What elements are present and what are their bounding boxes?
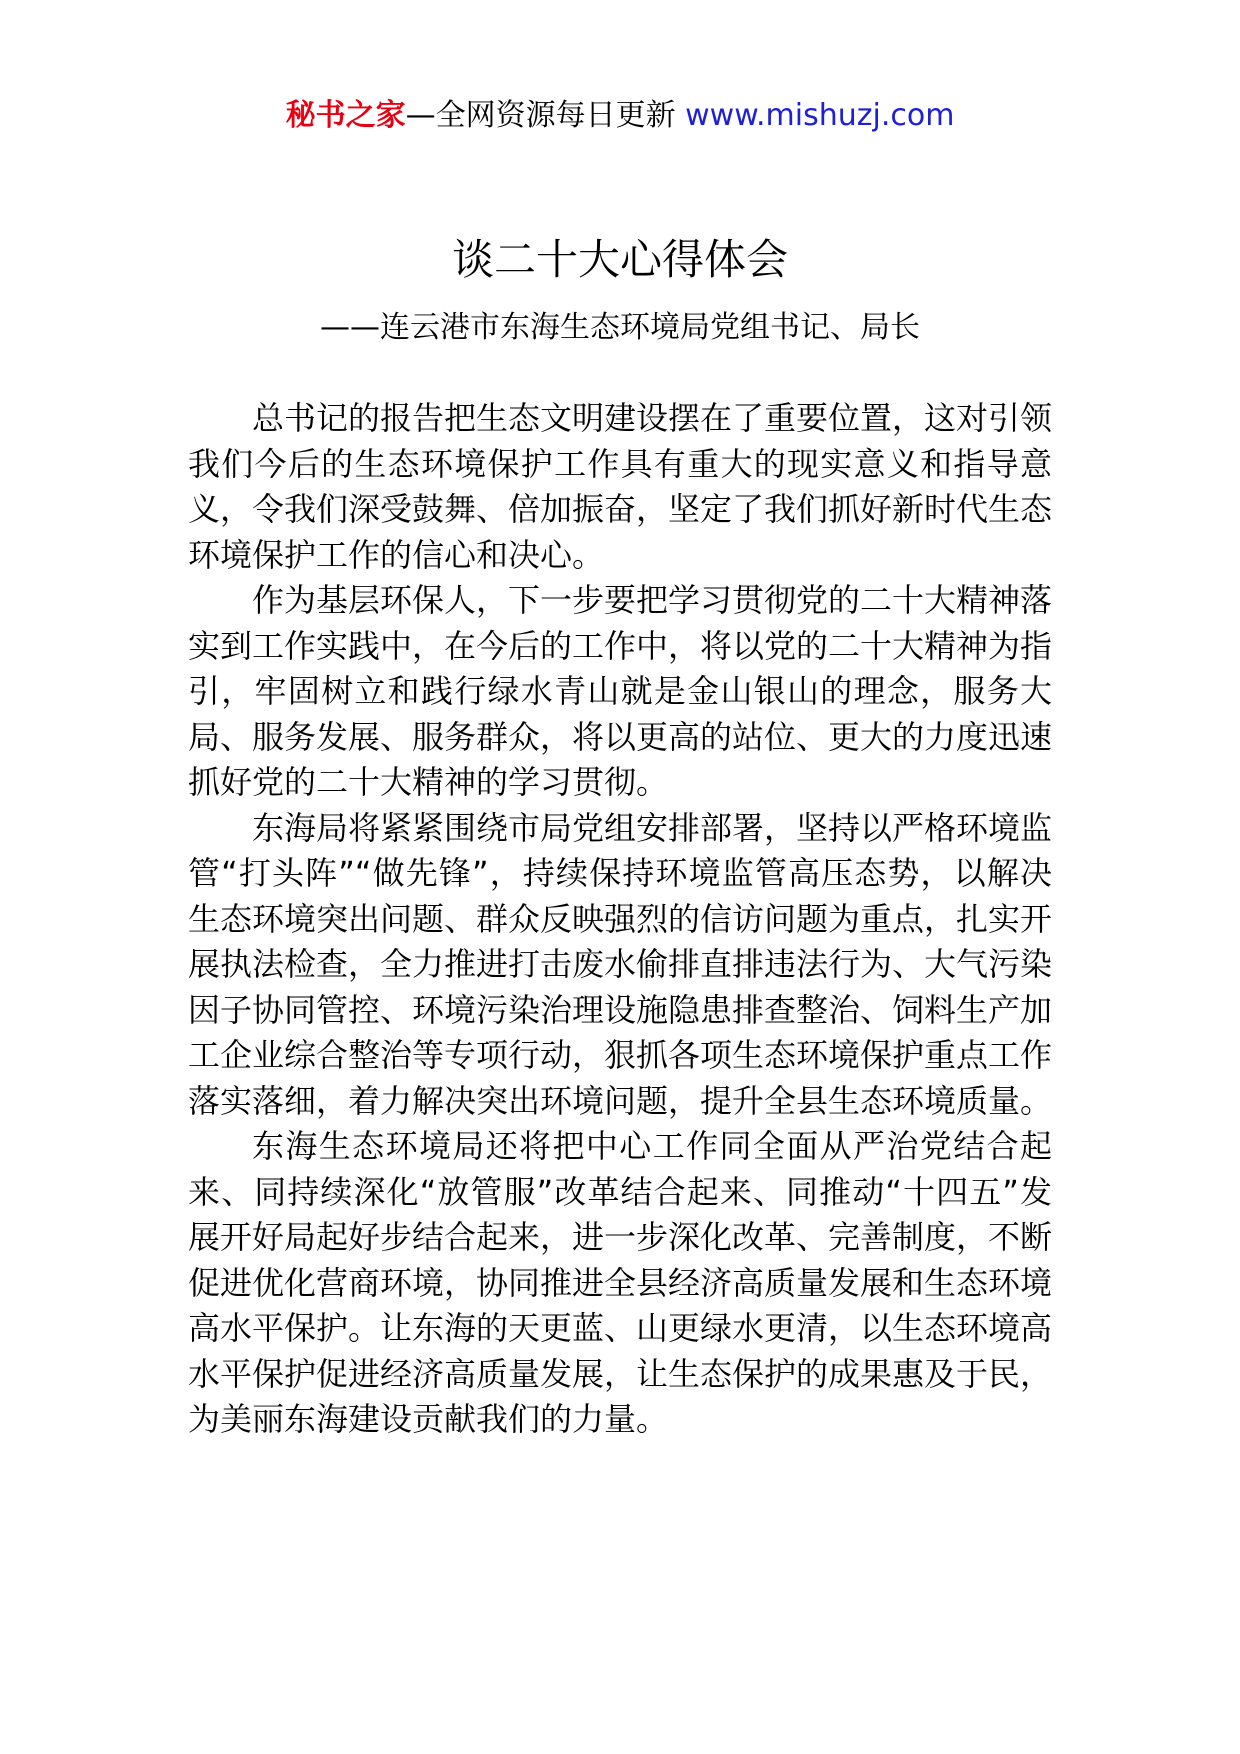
paragraph-2: 作为基层环保人，下一步要把学习贯彻党的二十大精神落实到工作实践中，在今后的工作中，将以党的二十大精神为指引，牢固树立和践行绿水青山就是金山银山的理念，服务大局、服务发展、服务群众，将以更高的站位、更大的力度迅速抓好党的二十大精神的学习贯彻。: [188, 581, 1053, 801]
header-tagline: —全网资源每日更新: [405, 98, 686, 133]
document-title: 谈二十大心得体会: [451, 235, 788, 284]
document-body: [188, 396, 1052, 1443]
brand-name: 秘书之家: [285, 98, 406, 133]
site-header: [0, 96, 1240, 136]
paragraph-4: 东海生态环境局还将把中心工作同全面从严治党结合起来、同持续深化“放管服”改革结合起来、同推动“十四五”发展开好局起好步结合起来，进一步深化改革、完善制度，不断促进优化营商环境，协同推进全县经济高质量发展和生态环境高水平保护。让东海的天更蓝、山更绿水更清，以生态环境高水平保护促进经济高质量发展，让生态保护的成果惠及于民，为美丽东海建设贡献我们的力量。: [188, 1127, 1053, 1438]
site-url-link[interactable]: www.mishuzj.com: [685, 98, 955, 133]
paragraph-3: 东海局将紧紧围绕市局党组安排部署，坚持以严格环境监管“打头阵”“做先锋”，持续保持环境监管高压态势，以解决生态环境突出问题、群众反映强烈的信访问题为重点，扎实开展执法检查，全力推进打击废水偷排直排违法行为、大气污染因子协同管控、环境污染治理设施隐患排查整治、饲料生产加工企业综合整治等专项行动，狠抓各项生态环境保护重点工作落实落细，着力解决突出环境问题，提升全县生态环境质量。: [188, 808, 1053, 1120]
document-subtitle: ——连云港市东海生态环境局党组书记、局长: [320, 310, 920, 345]
paragraph-1: 总书记的报告把生态文明建设摆在了重要位置，这对引领我们今后的生态环境保护工作具有重大的现实意义和指导意义，令我们深受鼓舞、倍加振奋，坚定了我们抓好新时代生态环境保护工作的信心和决心。: [188, 399, 1053, 574]
